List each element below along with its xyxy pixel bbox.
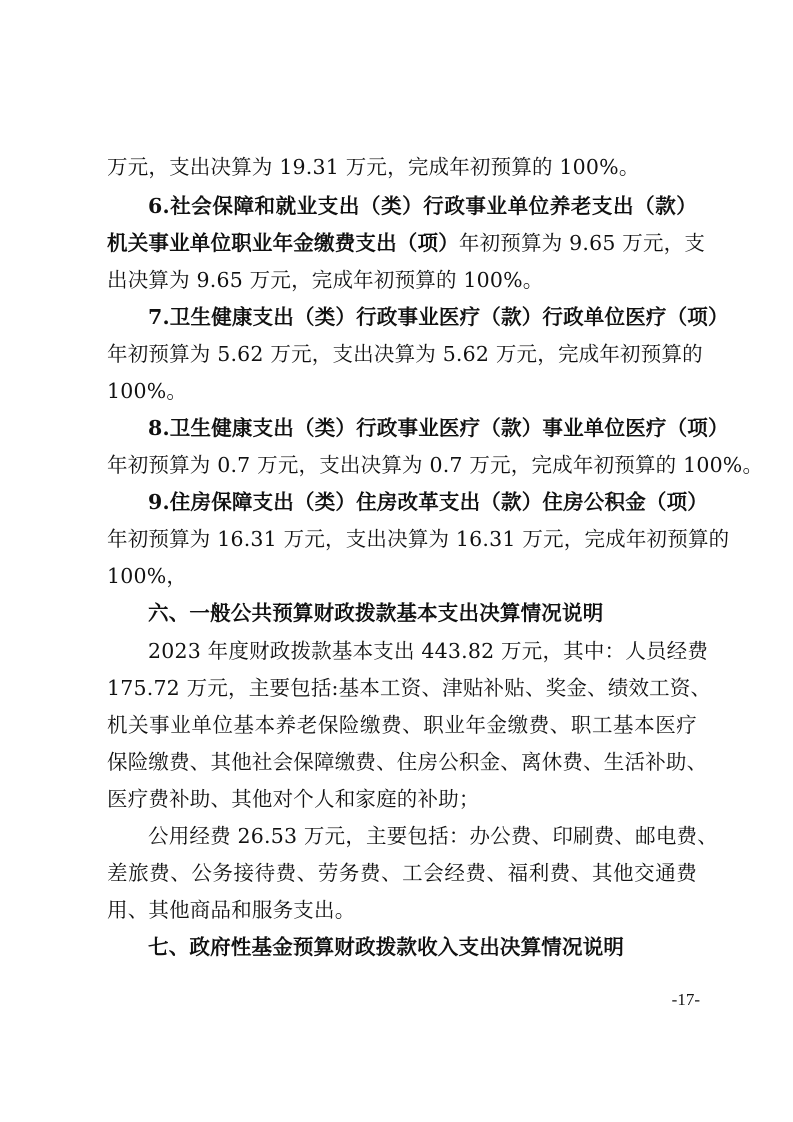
paragraph-line: 100%， (107, 564, 188, 588)
budget-item-9-heading: 9.住房保障支出（类）住房改革支出（款）住房公积金（项） (148, 490, 708, 514)
page-number: -17- (671, 990, 700, 1009)
budget-item-6-text: 年初预算为 9.65 万元，支 (458, 231, 706, 255)
paragraph-line: 年初预算为 5.62 万元，支出决算为 5.62 万元，完成年初预算的 (107, 342, 703, 366)
section-seven-heading: 七、政府性基金预算财政拨款收入支出决算情况说明 (148, 935, 625, 959)
paragraph-line: 100%。 (107, 379, 188, 403)
paragraph-line: 公用经费 26.53 万元，主要包括：办公费、印刷费、邮电费、 (148, 824, 718, 848)
paragraph-line: 用、其他商品和服务支出。 (107, 898, 356, 922)
section-six-heading: 六、一般公共预算财政拨款基本支出决算情况说明 (148, 601, 604, 625)
paragraph-line: 差旅费、公务接待费、劳务费、工会经费、福利费、其他交通费 (107, 861, 697, 885)
budget-item-6-heading-cont: 机关事业单位职业年金缴费支出（项） (107, 231, 459, 255)
paragraph-line: 机关事业单位基本养老保险缴费、职业年金缴费、职工基本医疗 (107, 713, 697, 737)
paragraph-line: 出决算为 9.65 万元，完成年初预算的 100%。 (107, 268, 544, 292)
paragraph-line (107, 228, 706, 258)
paragraph-line: 保险缴费、其他社会保障缴费、住房公积金、离休费、生活补助、 (107, 750, 708, 774)
budget-item-6-heading: 6.社会保障和就业支出（类）行政事业单位养老支出（款） (148, 194, 697, 218)
paragraph-line: 175.72 万元，主要包括:基本工资、津贴补贴、奖金、绩效工资、 (107, 676, 712, 700)
paragraph-line: 2023 年度财政拨款基本支出 443.82 万元，其中：人员经费 (148, 639, 709, 663)
budget-item-7-heading: 7.卫生健康支出（类）行政事业医疗（款）行政单位医疗（项） (148, 305, 729, 329)
paragraph-line: 万元，支出决算为 19.31 万元，完成年初预算的 100%。 (107, 155, 640, 179)
paragraph-line: 年初预算为 16.31 万元，支出决算为 16.31 万元，完成年初预算的 (107, 527, 730, 551)
budget-item-8-heading: 8.卫生健康支出（类）行政事业医疗（款）事业单位医疗（项） (148, 416, 729, 440)
paragraph-line: 医疗费补助、其他对个人和家庭的补助； (107, 787, 480, 811)
paragraph-line: 年初预算为 0.7 万元，支出决算为 0.7 万元，完成年初预算的 100%。 (107, 453, 764, 477)
